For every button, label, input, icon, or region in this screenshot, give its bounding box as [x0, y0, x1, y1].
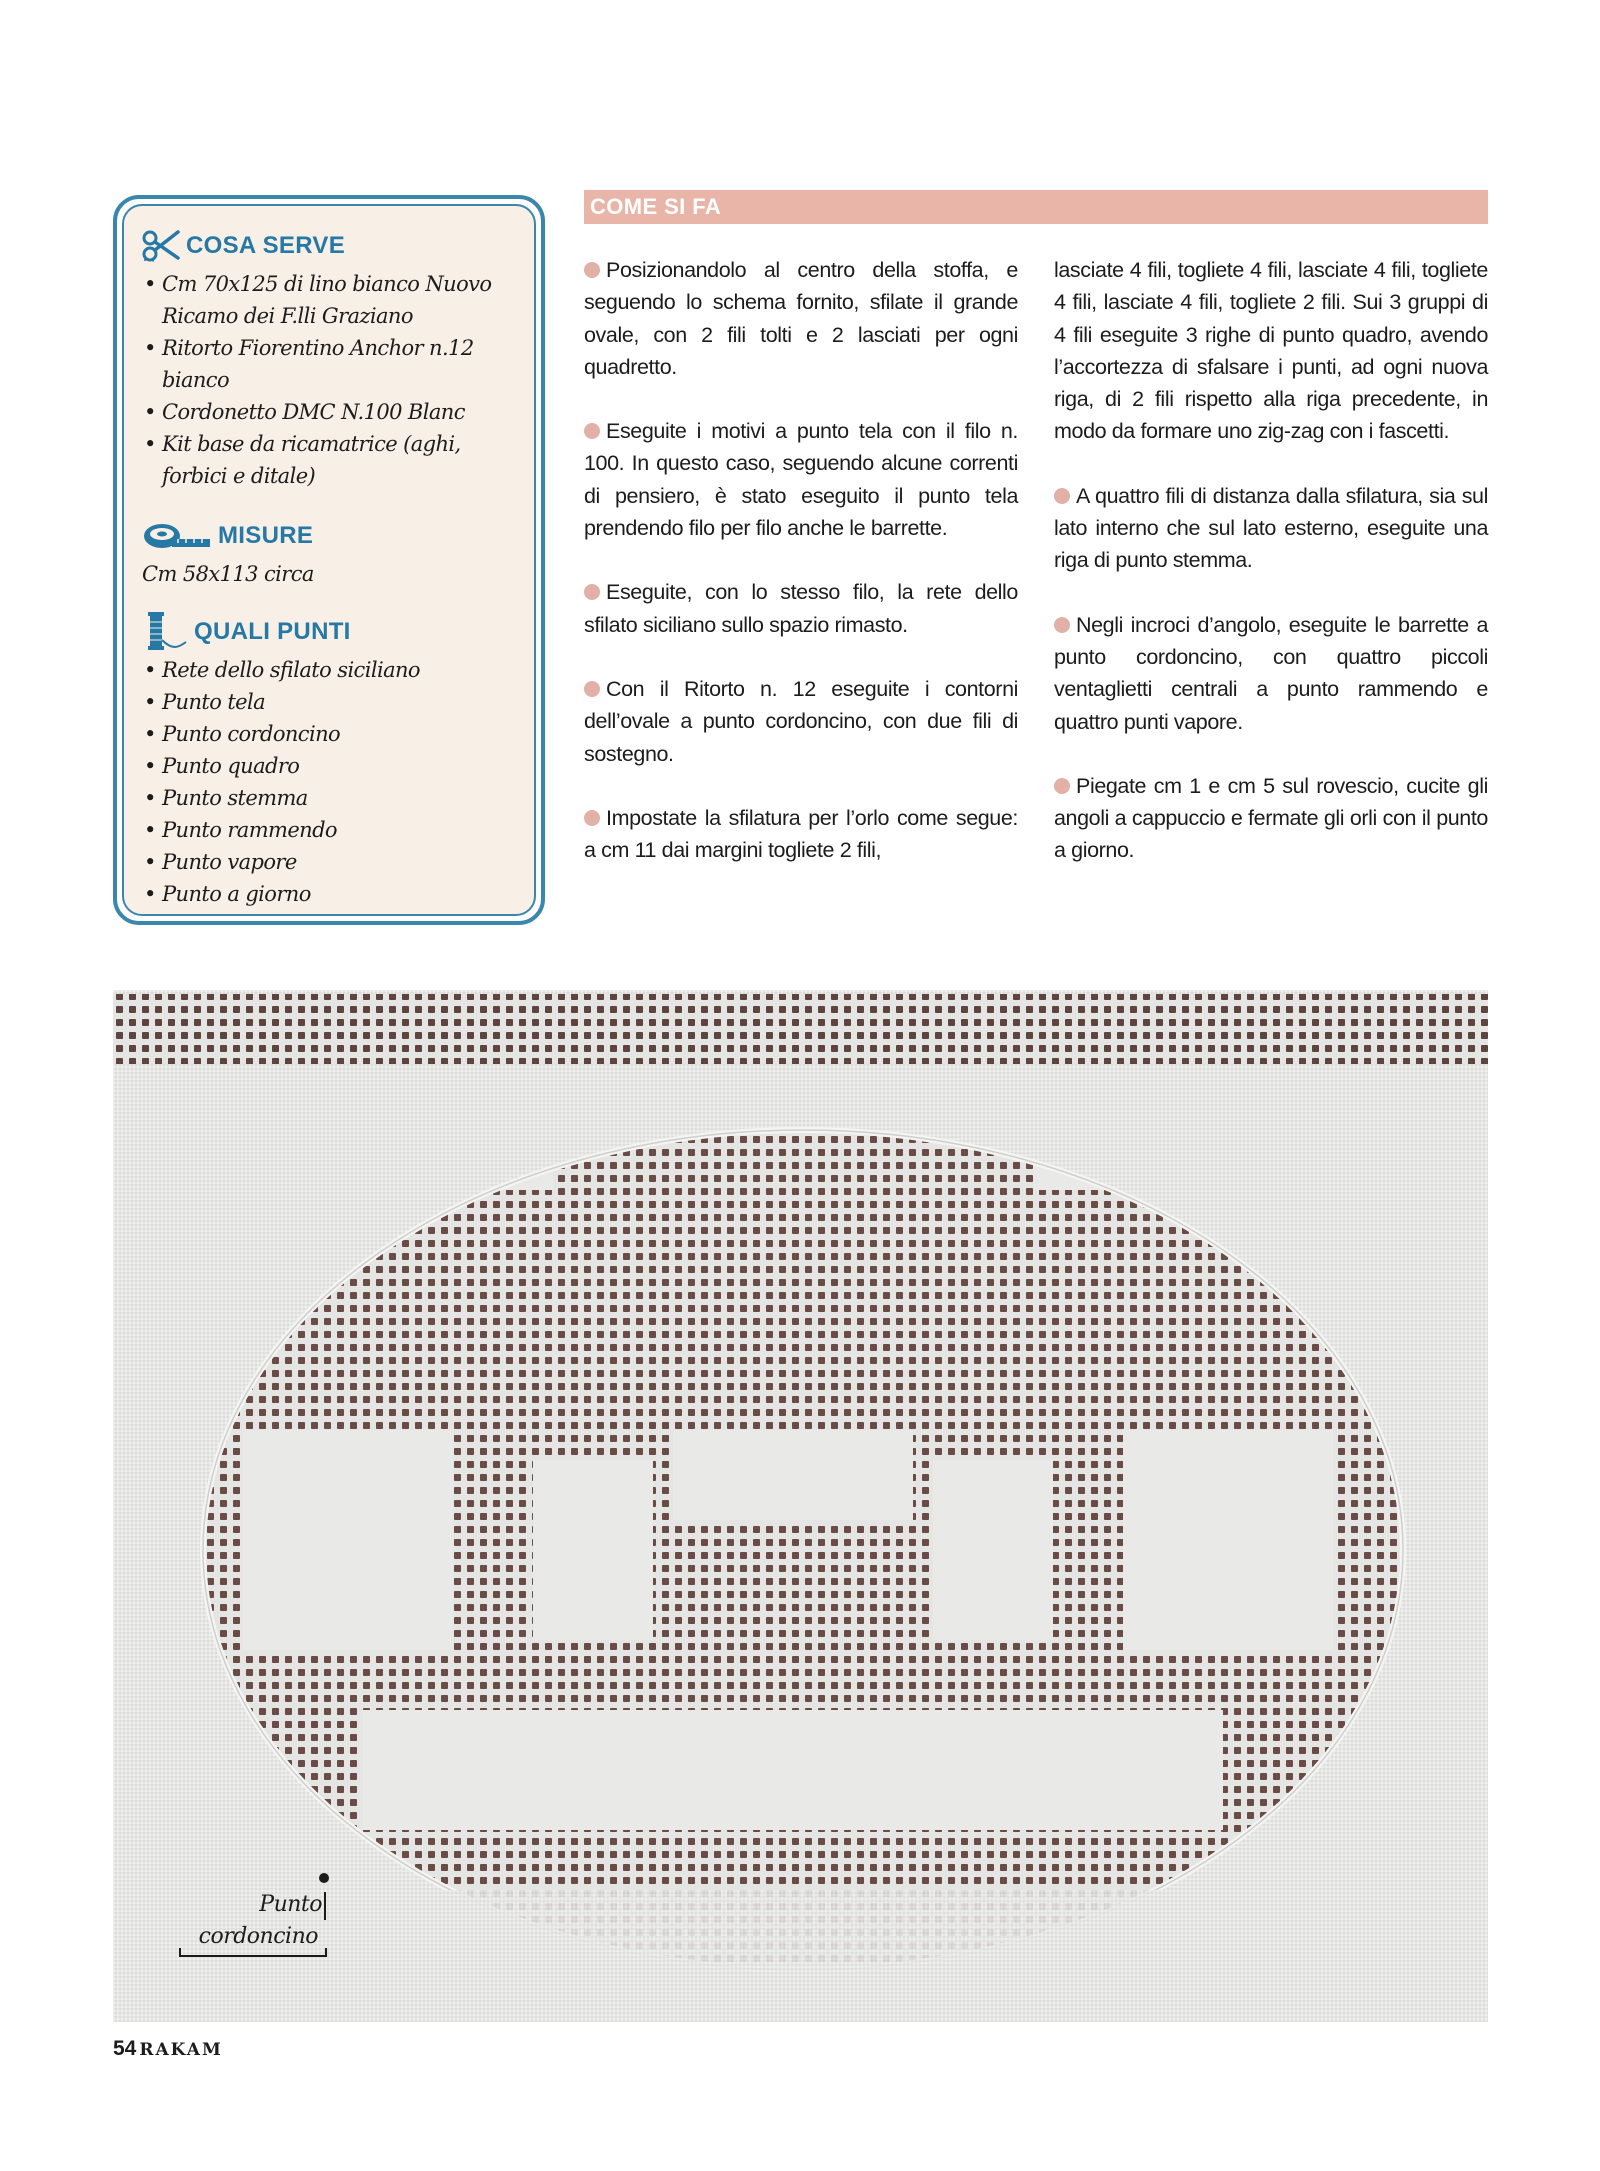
page-footer — [113, 2037, 223, 2065]
bullet-dot-icon — [584, 810, 600, 826]
list-item: • Kit base da ricamatrice (aghi, forbici e ditale) — [142, 428, 520, 492]
drawnwork-lace-image — [113, 990, 1488, 2022]
list-item: • Cm 70x125 di lino bianco Nuovo Ricamo dei F.lli Graziano — [142, 268, 520, 332]
instruction-paragraph: Negli incroci d’angolo, eseguite le barrette a punto cordoncino, con quattro piccoli ventaglietti centrali a punto rammendo e quattro punti vapore. — [1054, 612, 1488, 734]
photo-caption — [178, 1890, 328, 1960]
bullet-dot-icon — [1054, 488, 1070, 504]
bullet-dot-icon — [1054, 617, 1070, 633]
embroidery-photo — [113, 990, 1488, 2022]
quali-punti-title: QUALI PUNTI — [194, 618, 351, 645]
list-item: • Punto cordoncino — [142, 718, 520, 750]
instructions-column-2 — [1054, 254, 1488, 899]
caption-pointer-dot — [319, 1873, 329, 1883]
thread-spool-icon — [142, 610, 188, 654]
instruction-paragraph: Eseguite, con lo stesso filo, la rete dello sfilato siciliano sullo spazio rimasto. — [584, 580, 1018, 637]
misure-header — [142, 514, 520, 558]
bullet-dot-icon — [584, 423, 600, 439]
materials-list — [142, 268, 520, 492]
list-item: • Punto tela — [142, 686, 520, 718]
list-item: • Punto rammendo — [142, 814, 520, 846]
instruction-paragraph: Con il Ritorto n. 12 eseguite i contorni dell’ovale a punto cordoncino, con due fili di sostegno. — [584, 676, 1018, 766]
list-item: • Rete dello sfilato siciliano — [142, 654, 520, 686]
caption-line-1: Punto — [259, 1892, 322, 1917]
instruction-paragraph: Piegate cm 1 e cm 5 sul rovescio, cucite gli angoli a cappuccio e fermate gli orli con il punto a giorno. — [1054, 773, 1488, 863]
instruction-paragraph: lasciate 4 fili, togliete 4 fili, lasciate 4 fili, togliete 4 fili, lasciate 4 fili, togliete 2 fili. Sui 3 gruppi di 4 fili eseguite 3 righe di punto quadro, avendo l’accortezza di sfalsare i punti, ad ogni nuova riga, di 2 fili rispetto alla riga precedente, in modo da formare uno zig-zag con i fascetti. — [1054, 258, 1488, 444]
scissors-icon — [142, 228, 180, 264]
hem-band — [113, 994, 1488, 1064]
instruction-paragraph: Eseguite i motivi a punto tela con il filo n. 100. In questo caso, seguendo alcune correnti di pensiero, è stato eseguito il punto tela prendendo filo per filo anche le barrette. — [584, 419, 1018, 541]
list-item: • Punto quadro — [142, 750, 520, 782]
tape-measure-icon — [142, 521, 212, 551]
caption-line-2: cordoncino — [198, 1924, 318, 1949]
cosa-serve-header — [142, 224, 520, 268]
bullet-dot-icon — [584, 584, 600, 600]
measure-value: Cm 58x113 circa — [142, 562, 314, 586]
materials-box-inner — [122, 204, 536, 916]
quali-punti-header — [142, 610, 520, 654]
instructions-title: COME SI FA — [590, 194, 722, 219]
list-item: • Punto vapore — [142, 846, 520, 878]
materials-box — [113, 195, 545, 925]
instruction-paragraph: Impostate la sfilatura per l’orlo come segue: a cm 11 dai margini togliete 2 fili, — [584, 805, 1018, 863]
bullet-dot-icon — [584, 262, 600, 278]
bullet-dot-icon — [1054, 778, 1070, 794]
page-number: 54 — [113, 2037, 137, 2060]
list-item: • Punto a giorno — [142, 878, 520, 910]
misure-title: MISURE — [218, 522, 314, 549]
instructions-column-1 — [584, 254, 1018, 898]
stitches-list — [142, 654, 520, 910]
list-item: • Cordonetto DMC N.100 Blanc — [142, 396, 520, 428]
instruction-paragraph: Posizionandolo al centro della stoffa, e seguendo lo schema fornito, sfilate il grande ovale, con 2 fili tolti e 2 lasciati per ogni quadretto. — [584, 258, 1018, 379]
list-item: • Ritorto Fiorentino Anchor n.12 bianco — [142, 332, 520, 396]
cosa-serve-title: COSA SERVE — [186, 232, 346, 259]
list-item: • Punto stemma — [142, 782, 520, 814]
instructions-banner — [584, 190, 1488, 224]
bullet-dot-icon — [584, 681, 600, 697]
instruction-paragraph: A quattro fili di distanza dalla sfilatura, sia sul lato interno che sul lato esterno, eseguite una riga di punto stemma. — [1054, 483, 1488, 573]
magazine-name: RAKAM — [139, 2040, 223, 2060]
